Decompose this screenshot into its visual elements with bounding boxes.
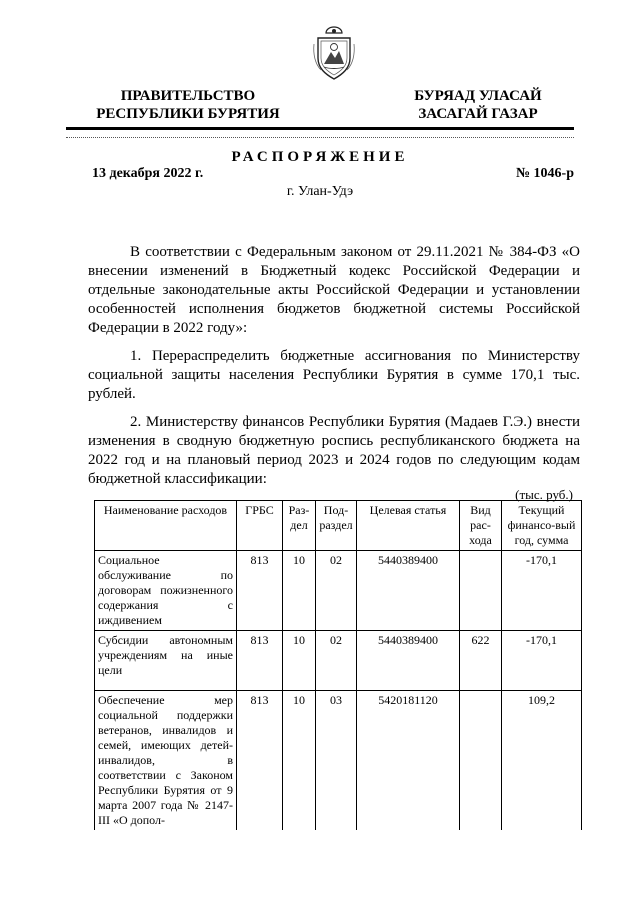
- row-name: Обеспечение мер социальной поддержки ветеранов, инвалидов и семей, имеющих детей-инвалидов, в соответствии с Законом Республики Бурятия от 9 марта 2007 года № 2147-III «О допол-: [95, 691, 237, 831]
- row-section: 10: [283, 551, 316, 631]
- org-name-buryat-line1: БУРЯАД УЛАСАЙ: [414, 88, 542, 104]
- org-name-buryat: [403, 87, 553, 123]
- header-divider-dotted: [66, 137, 574, 138]
- row-amount: -170,1: [502, 551, 582, 631]
- table-row: [95, 551, 582, 631]
- clause-1-paragraph: 1. Перераспределить бюджетные ассигнования по Министерству социальной защиты населения Республики Бурятия в сумме 170,1 тыс. рублей.: [88, 348, 580, 402]
- row-target-article: 5420181120: [357, 691, 460, 831]
- document-date: 13 декабря 2022 г.: [92, 166, 204, 181]
- header-amount: Текущий финансо-вый год, сумма: [502, 501, 582, 551]
- org-name-russian: [88, 87, 288, 123]
- row-subsection: 02: [316, 631, 357, 691]
- row-grbs: 813: [237, 631, 283, 691]
- header-subsection: Под-раздел: [316, 501, 357, 551]
- row-target-article: 5440389400: [357, 631, 460, 691]
- row-name: Социальное обслуживание по договорам пожизненного содержания с иждивением: [95, 551, 237, 631]
- document-type-title: РАСПОРЯЖЕНИЕ: [231, 149, 409, 165]
- row-subsection: 02: [316, 551, 357, 631]
- row-name: Субсидии автономным учреждениям на иные цели: [95, 631, 237, 691]
- row-grbs: 813: [237, 551, 283, 631]
- row-section: 10: [283, 631, 316, 691]
- header-grbs: ГРБС: [237, 501, 283, 551]
- document-number: № 1046-р: [515, 166, 574, 181]
- table-units-label: (тыс. руб.): [515, 487, 573, 502]
- org-name-buryat-line2: ЗАСАГАЙ ГАЗАР: [418, 106, 538, 122]
- row-section: 10: [283, 691, 316, 831]
- row-amount: -170,1: [502, 631, 582, 691]
- table-row: [95, 631, 582, 691]
- row-target-article: 5440389400: [357, 551, 460, 631]
- header-divider-thick: [66, 127, 574, 130]
- coat-of-arms-emblem: [311, 24, 357, 82]
- header-section: Раз-дел: [283, 501, 316, 551]
- header-name: Наименование расходов: [95, 501, 237, 551]
- row-subsection: 03: [316, 691, 357, 831]
- row-expense-type: [460, 551, 502, 631]
- table-header-row: [95, 501, 582, 551]
- org-name-russian-line2: РЕСПУБЛИКИ БУРЯТИЯ: [96, 106, 280, 122]
- preamble-paragraph: В соответствии с Федеральным законом от 29.11.2021 № 384-ФЗ «О внесении изменений в Бюджетный кодекс Российской Федерации и отдельные законодательные акты Российской Федерации и установлении особенностей исполнения бюджетов бюджетной системы Российской Федерации в 2022 году»:: [88, 244, 580, 336]
- header-expense-type: Вид рас-хода: [460, 501, 502, 551]
- row-grbs: 813: [237, 691, 283, 831]
- row-expense-type: [460, 691, 502, 831]
- row-amount: 109,2: [502, 691, 582, 831]
- row-expense-type: 622: [460, 631, 502, 691]
- document-city: г. Улан-Удэ: [286, 184, 354, 199]
- table-row: [95, 691, 582, 831]
- org-name-russian-line1: ПРАВИТЕЛЬСТВО: [120, 88, 256, 104]
- budget-classification-table: [94, 500, 582, 830]
- clause-2-paragraph: 2. Министерству финансов Республики Бурятия (Мадаев Г.Э.) внести изменения в сводную бюджетную роспись республиканского бюджета на 2022 год и на плановый период 2023 и 2024 годов по следующим кодам бюджетной классификации:: [88, 414, 580, 487]
- header-target-article: Целевая статья: [357, 501, 460, 551]
